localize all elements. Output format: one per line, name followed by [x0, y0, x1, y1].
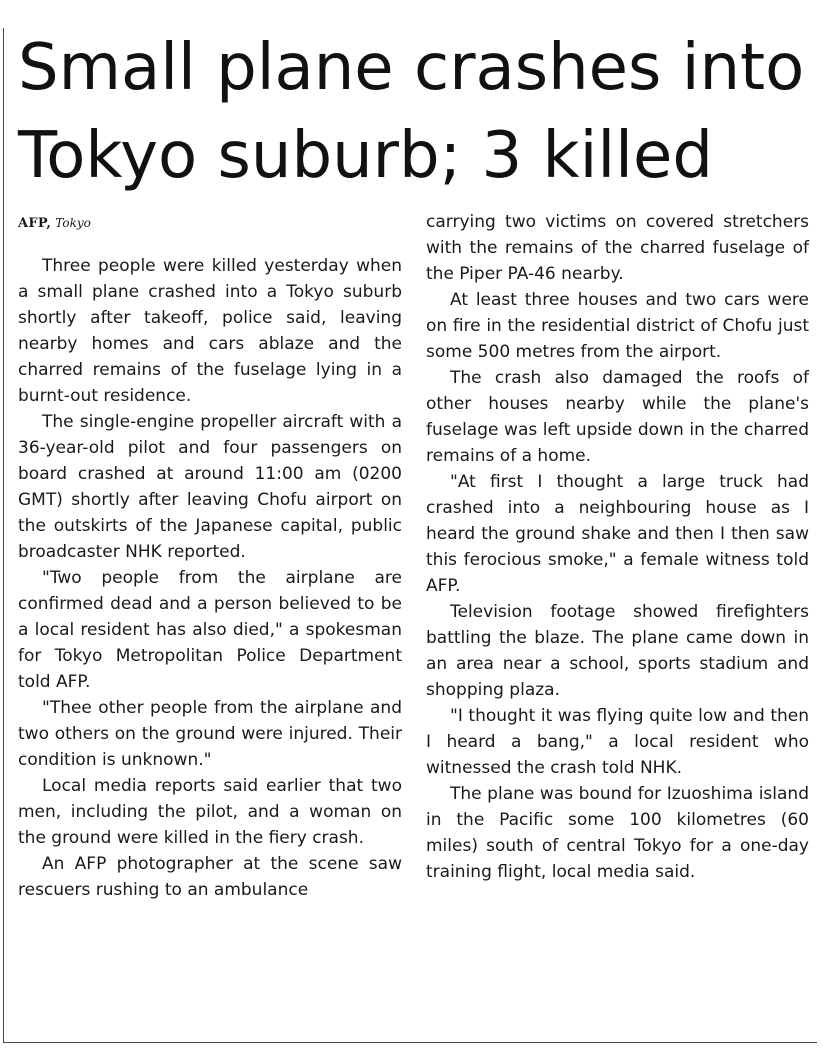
paragraph: "I thought it was flying quite low and then I heard a bang," a local resident who witnessed the crash told NHK.: [426, 706, 809, 778]
paragraph: "Thee other people from the airplane and two others on the ground were injured. Their condition is unknown.": [18, 698, 402, 770]
bottom-rule: [3, 1042, 817, 1043]
article-column-right: [426, 209, 809, 885]
paragraph: An AFP photographer at the scene saw rescuers rushing to an ambulance: [18, 854, 402, 900]
paragraph: "At first I thought a large truck had crashed into a neighbouring house as I heard the ground shake and then I then saw this ferocious smoke," a female witness told AFP.: [426, 472, 809, 596]
paragraph: The single-engine propeller aircraft with a 36-year-old pilot and four passengers on board crashed at around 11:00 am (0200 GMT) shortly after leaving Chofu airport on the outskirts of the Japanese capital, public broadcaster NHK reported.: [18, 412, 402, 562]
headline: [18, 24, 818, 200]
headline-line-2: Tokyo suburb; 3 killed: [18, 119, 713, 193]
paragraph-continued: carrying two victims on covered stretchers with the remains of the charred fuselage of the Piper PA-46 nearby.: [426, 212, 809, 284]
byline-agency: AFP,: [18, 216, 52, 231]
paragraph: Three people were killed yesterday when a small plane crashed into a Tokyo suburb shortly after takeoff, police said, leaving nearby homes and cars ablaze and the charred remains of the fuselage lying in a burnt-out residence.: [18, 256, 402, 406]
byline-place: Tokyo: [55, 216, 91, 230]
headline-line-1: Small plane crashes into: [18, 31, 805, 105]
paragraph: The plane was bound for Izuoshima island in the Pacific some 100 kilometres (60 miles) south of central Tokyo for a one-day training flight, local media said.: [426, 784, 809, 882]
paragraph: At least three houses and two cars were on fire in the residential district of Chofu just some 500 metres from the airport.: [426, 290, 809, 362]
article-column-left: [18, 253, 402, 903]
column-rule-left: [3, 28, 4, 1043]
byline: [18, 214, 91, 233]
paragraph: "Two people from the airplane are confirmed dead and a person believed to be a local resident has also died," a spokesman for Tokyo Metropolitan Police Department told AFP.: [18, 568, 402, 692]
paragraph: The crash also damaged the roofs of other houses nearby while the plane's fuselage was left upside down in the charred remains of a home.: [426, 368, 809, 466]
paragraph: Local media reports said earlier that two men, including the pilot, and a woman on the ground were killed in the fiery crash.: [18, 776, 402, 848]
paragraph: Television footage showed firefighters battling the blaze. The plane came down in an area near a school, sports stadium and shopping plaza.: [426, 602, 809, 700]
